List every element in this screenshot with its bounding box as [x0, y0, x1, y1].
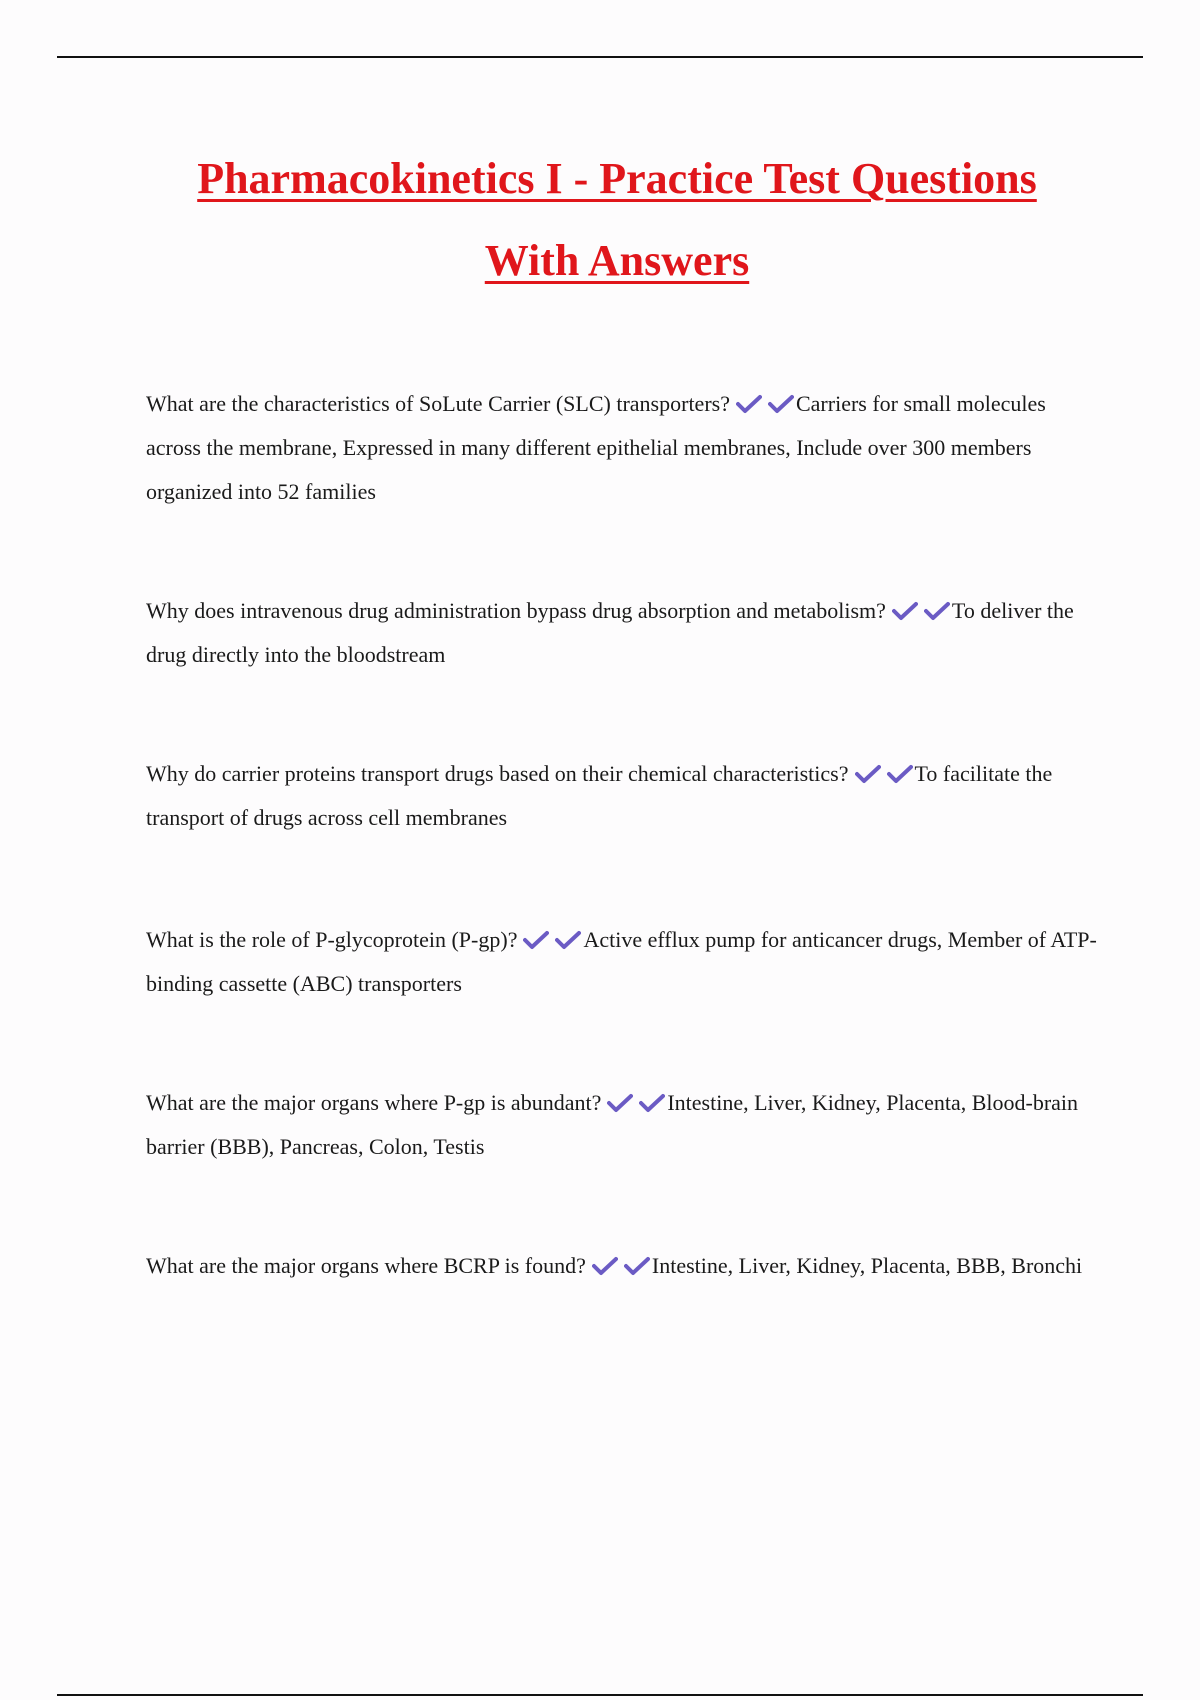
top-rule — [57, 56, 1143, 58]
question-text: Why does intravenous drug administration bypass drug absorption and metabolism? — [146, 598, 886, 623]
check-icon — [887, 764, 913, 784]
check-icon — [523, 930, 549, 950]
question-text: What are the characteristics of SoLute Carrier (SLC) transporters? — [146, 391, 730, 416]
qa-item — [146, 1081, 1106, 1169]
check-icon — [624, 1256, 650, 1276]
page-title — [100, 138, 1134, 302]
qa-item — [146, 752, 1106, 840]
question-text: What is the role of P-glycoprotein (P-gp)? — [146, 927, 518, 952]
check-icon — [924, 601, 950, 621]
question-text: What are the major organs where BCRP is found? — [146, 1253, 586, 1278]
question-text: What are the major organs where P-gp is abundant? — [146, 1090, 602, 1115]
check-icon — [607, 1093, 633, 1113]
title-line-2: With Answers — [484, 236, 750, 285]
answer-text: Intestine, Liver, Kidney, Placenta, BBB, Bronchi — [651, 1253, 1083, 1278]
check-icon — [855, 764, 881, 784]
answer-text: Active efflux pump for anticancer drugs, Member of ATP-binding cassette (ABC) transporters — [146, 927, 1097, 996]
answer-text: Intestine, Liver, Kidney, Placenta, Blood-brain barrier (BBB), Pancreas, Colon, Testis — [146, 1090, 1079, 1159]
check-icon — [768, 394, 794, 414]
title-line-1: Pharmacokinetics I - Practice Test Questions — [197, 154, 1037, 203]
answer-text: Carriers for small molecules across the membrane, Expressed in many different epithelial membranes, Include over 300 members organized into 52 families — [146, 391, 1046, 504]
qa-item — [146, 589, 1106, 677]
answer-text: To deliver the drug directly into the bloodstream — [146, 598, 1074, 667]
question-text: Why do carrier proteins transport drugs based on their chemical characteristics? — [146, 761, 849, 786]
check-icon — [592, 1256, 618, 1276]
qa-item — [146, 918, 1106, 1006]
bottom-rule — [57, 1694, 1143, 1696]
qa-item — [146, 1244, 1106, 1288]
answer-text: To facilitate the transport of drugs across cell membranes — [146, 761, 1053, 830]
check-icon — [736, 394, 762, 414]
qa-item — [146, 382, 1106, 514]
check-icon — [639, 1093, 665, 1113]
check-icon — [892, 601, 918, 621]
check-icon — [555, 930, 581, 950]
